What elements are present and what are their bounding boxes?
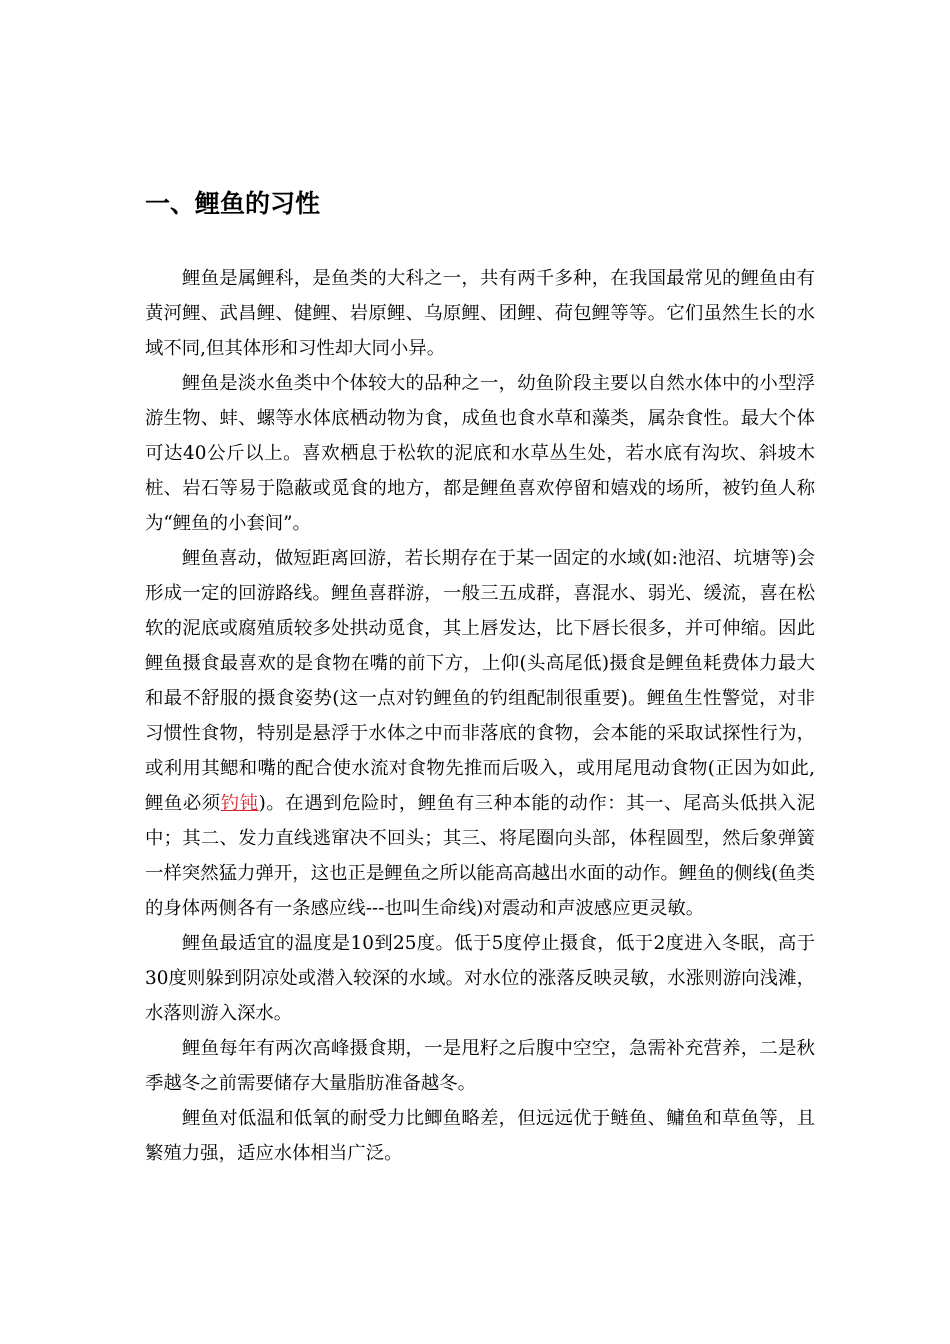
- paragraph-tolerance: 鲤鱼对低温和低氧的耐受力比鲫鱼略差，但远远优于鲢鱼、鳙鱼和草鱼等，且繁殖力强，适应水体相当广泛。: [145, 1108, 815, 1164]
- paragraph-temperature: 鲤鱼最适宜的温度是10到25度。低于5度停止摄食，低于2度进入冬眠，高于30度则躲到阴凉处或潜入较深的水域。对水位的涨落反映灵敏，水涨则游向浅滩，水落则游入深水。: [145, 933, 815, 1024]
- paragraph-behavior-text-before: 鲤鱼喜动，做短距离回游，若长期存在于某一固定的水域(如:池沼、坑塘等)会形成一定的回游路线。鲤鱼喜群游，一般三五成群，喜混水、弱光、缓流，喜在松软的泥底或腐殖质较多处拱动觅食，其上唇发达，比下唇长很多，并可伸缩。因此鲤鱼摄食最喜欢的是食物在嘴的前下方，上仰(头高尾低)摄食是鲤鱼耗费体力最大和最不舒服的摄食姿势(这一点对钓鲤鱼的钓组配制很重要)。鲤鱼生性警觉，对非习惯性食物，特别是悬浮于水体之中而非落底的食物，会本能的采取试探性行为，或利用其鳃和嘴的配合使水流对食物先推而后吸入，或用尾甩动食物(正因为如此,鲤鱼必须: [145, 548, 815, 814]
- paragraph-feeding-periods: 鲤鱼每年有两次高峰摄食期，一是甩籽之后腹中空空，急需补充营养，二是秋季越冬之前需要储存大量脂肪准备越冬。: [145, 1038, 815, 1094]
- paragraph-diet-habitat: 鲤鱼是淡水鱼类中个体较大的品种之一，幼鱼阶段主要以自然水体中的小型浮游生物、蚌、螺等水体底栖动物为食，成鱼也食水草和藻类，属杂食性。最大个体可达40公斤以上。喜欢栖息于松软的泥底和水草丛生处，若水底有沟坎、斜坡木桩、岩石等易于隐蔽或觅食的地方，都是鲤鱼喜欢停留和嬉戏的场所，被钓鱼人称为“鲤鱼的小套间”。: [145, 373, 815, 534]
- section-heading: 一、鲤鱼的习性: [145, 189, 321, 218]
- paragraph-behavior-text-after: )。在遇到危险时，鲤鱼有三种本能的动作：其一、尾高头低拱入泥中；其二、发力直线逃窜决不回头；其三、将尾圈向头部，体程圆型，然后象弹簧一样突然猛力弹开，这也正是鲤鱼之所以能高高越出水面的动作。鲤鱼的侧线(鱼类的身体两侧各有一条感应线---也叫生命线)对震动和声波感应更灵敏。: [145, 793, 815, 919]
- paragraph-behavior: [145, 541, 815, 926]
- body-text: [145, 261, 815, 1171]
- fishing-link[interactable]: 钓钝: [220, 793, 259, 814]
- paragraph-classification: 鲤鱼是属鲤科，是鱼类的大科之一，共有两千多种，在我国最常见的鲤鱼由有黄河鲤、武昌鲤、健鲤、岩原鲤、乌原鲤、团鲤、荷包鲤等等。它们虽然生长的水域不同,但其体形和习性却大同小异。: [145, 268, 815, 359]
